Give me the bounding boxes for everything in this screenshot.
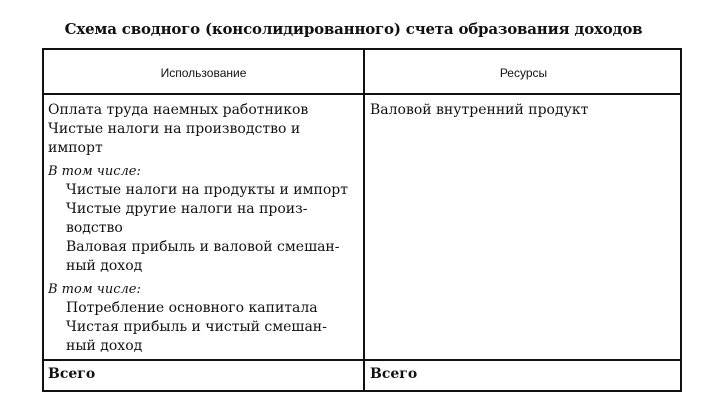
usage-subitem-gross-profit-line2: ный доход: [66, 258, 143, 274]
header-usage: Использование: [160, 65, 247, 80]
column-divider: [363, 50, 365, 390]
header-resources: Ресурсы: [499, 65, 548, 80]
totals-divider: [44, 359, 680, 361]
usage-item-net-taxes-line1: Чистые налоги на производство и: [48, 121, 301, 137]
usage-subitem-other-taxes-line1: Чистые другие налоги на произ-: [66, 201, 308, 217]
including-label: В том числе:: [48, 164, 141, 179]
including-label: В том числе:: [48, 282, 141, 297]
usage-item-net-taxes-line2: импорт: [48, 140, 103, 156]
usage-subitem-capital-consumption: Потребление основного капитала: [66, 300, 318, 316]
income-account-table: [42, 48, 682, 392]
usage-total-label: Всего: [48, 366, 96, 382]
usage-item-labor-compensation: Оплата труда наемных работников: [48, 102, 309, 118]
usage-subitem-gross-profit-line1: Валовая прибыль и валовой смешан-: [66, 239, 340, 255]
usage-subitem-net-profit-line2: ный доход: [66, 338, 143, 354]
resources-column: [370, 101, 675, 120]
usage-subitem-net-profit-line1: Чистая прибыль и чистый смешан-: [66, 319, 327, 335]
usage-subitem-other-taxes-line2: водство: [66, 220, 123, 236]
table-title: Схема сводного (консолидированного) счета образования доходов: [64, 20, 643, 38]
usage-subitem-product-taxes: Чистые налоги на продукты и импорт: [66, 182, 348, 198]
resources-item-gdp: Валовой внутренний продукт: [370, 102, 589, 118]
resources-total-label: Всего: [370, 366, 418, 382]
usage-column: [48, 101, 358, 356]
